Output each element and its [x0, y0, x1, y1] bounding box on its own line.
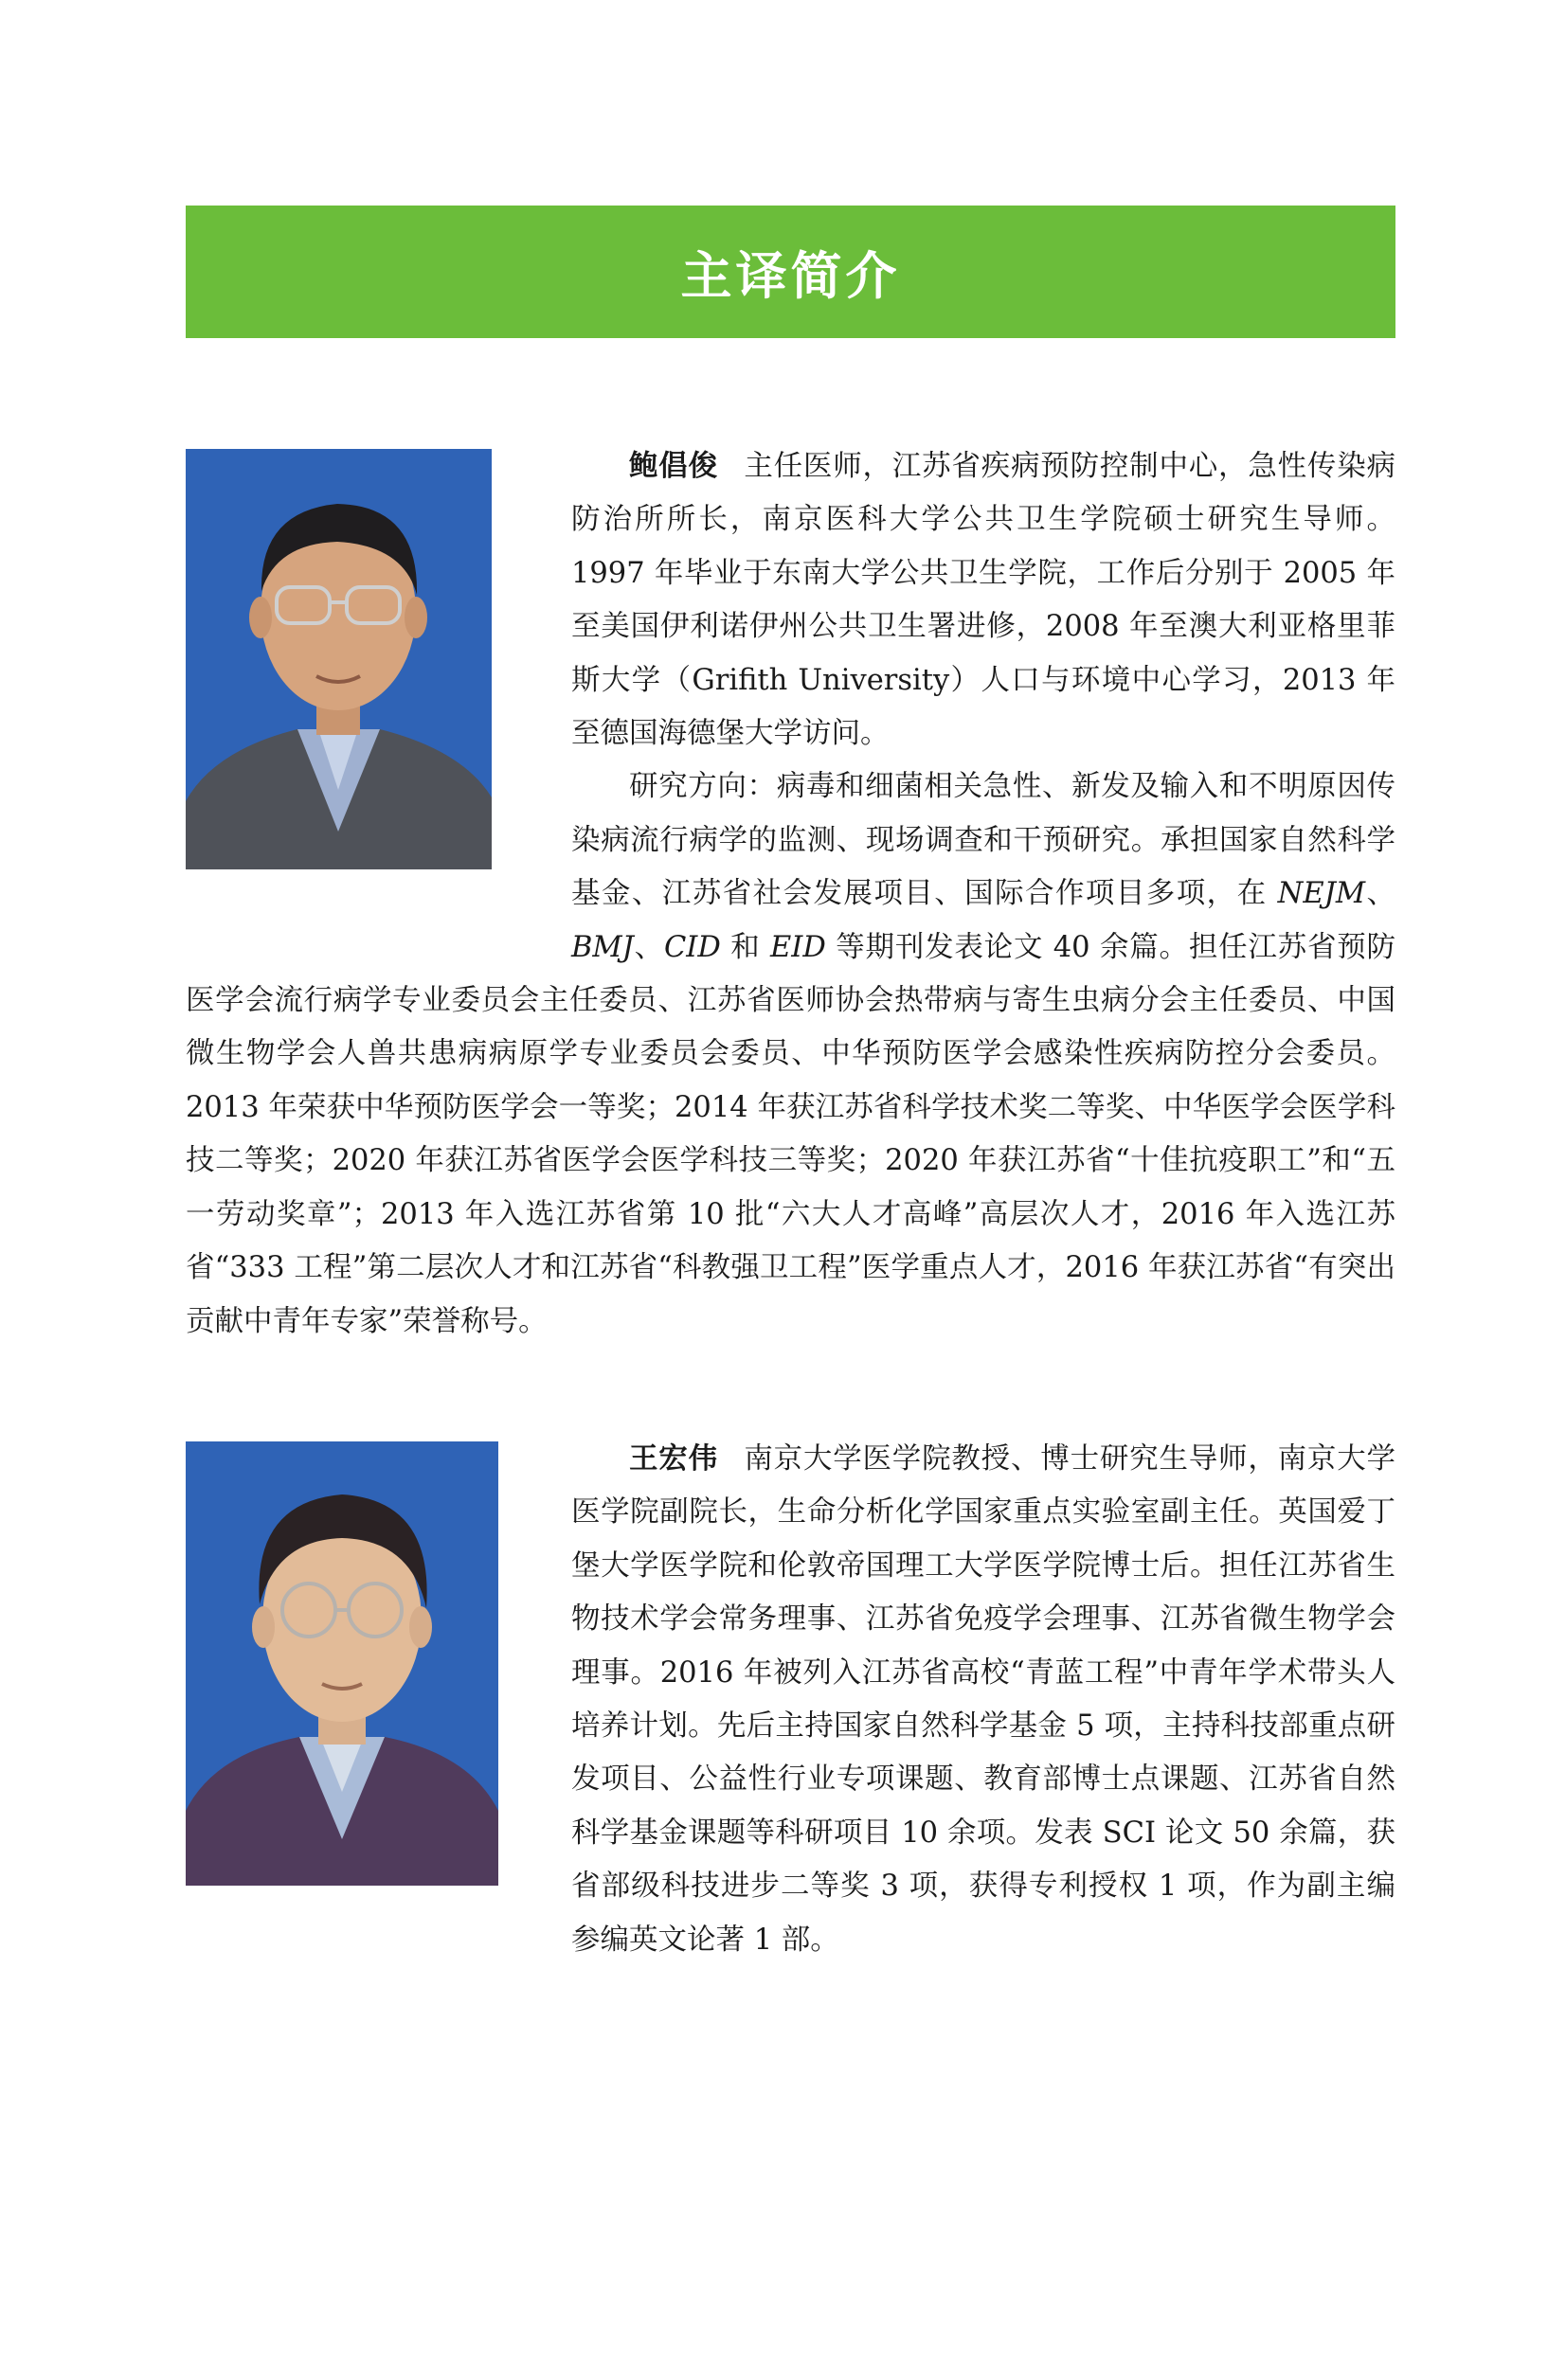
journal-nejm: NEJM — [1277, 877, 1366, 911]
journal-cid: CID — [663, 930, 721, 964]
translator-bio-1 — [186, 440, 1395, 1349]
intro-text-2: 南京大学医学院教授、博士研究生导师，南京大学医学院副院长，生命分析化学国家重点实验室副主任。英国爱丁堡大学医学院和伦敦帝国理工大学医学院博士后。担任江苏省生物技术学会常务理事、江苏省免疫学会理事、江苏省微生物学会理事。2016 年被列入江苏省高校“青蓝工程”中青年学术带头人培养计划。先后主持国家自然科学基金 5 项，主持科技部重点研发项目、公益性行业专项课题、教育部博士点课题、江苏省自然科学基金课题等科研项目 10 余项。发表 SCI 论文 50 余篇，获省部级科技进步二等奖 3 项，获得专利授权 1 项，作为副主编参编英文论著 1 部。 — [571, 1442, 1396, 1957]
translator-name-2: 王宏伟 — [629, 1442, 718, 1476]
translator-bio-2 — [186, 1433, 1395, 2380]
separator-1: 、 — [1365, 877, 1395, 911]
research-text-b: 等期刊发表论文 40 余篇。担任江苏省预防医学会流行病学专业委员会主任委员、江苏省医师协会热带病与寄生虫病分会主任委员、中国微生物学会人兽共患病病原学专业委员会委员、中华预防医学会感染性疾病防控分会委员。2013 年荣获中华预防医学会一等奖；2014 年获江苏省科学技术奖二等奖、中华医学会医学科技二等奖；2020 年获江苏省医学会医学科技三等奖；2020 年获江苏省“十佳抗疫职工”和“五一劳动奖章”；2013 年入选江苏省第 10 批“六大人才高峰”高层次人才，2016 年入选江苏省“333 工程”第二层次人才和江苏省“科教强卫工程”医学重点人才，2016 年获江苏省“有突出贡献中青年专家”荣誉称号。 — [186, 930, 1395, 1338]
separator-2: 、 — [633, 930, 664, 964]
journal-bmj: BMJ — [571, 930, 634, 964]
translator-name-1: 鲍倡俊 — [629, 450, 718, 483]
header-banner — [186, 206, 1395, 338]
page-title: 主译简介 — [680, 245, 901, 306]
intro-text-1: 主任医师，江苏省疾病预防控制中心，急性传染病防治所所长，南京医科大学公共卫生学院硕士研究生导师。1997 年毕业于东南大学公共卫生学院，工作后分别于 2005 年至美国伊利诺伊州公共卫生署进修，2008 年至澳大利亚格里菲斯大学（Grifith University）人口与环境中心学习，2013 年至德国海德堡大学访问。 — [571, 450, 1396, 751]
research-text-a: 研究方向：病毒和细菌相关急性、新发及输入和不明原因传染病流行病学的监测、现场调查和干预研究。承担国家自然科学基金、江苏省社会发展项目、国际合作项目多项，在 — [571, 770, 1395, 911]
word-and: 和 — [720, 930, 771, 964]
journal-eid: EID — [770, 930, 826, 964]
